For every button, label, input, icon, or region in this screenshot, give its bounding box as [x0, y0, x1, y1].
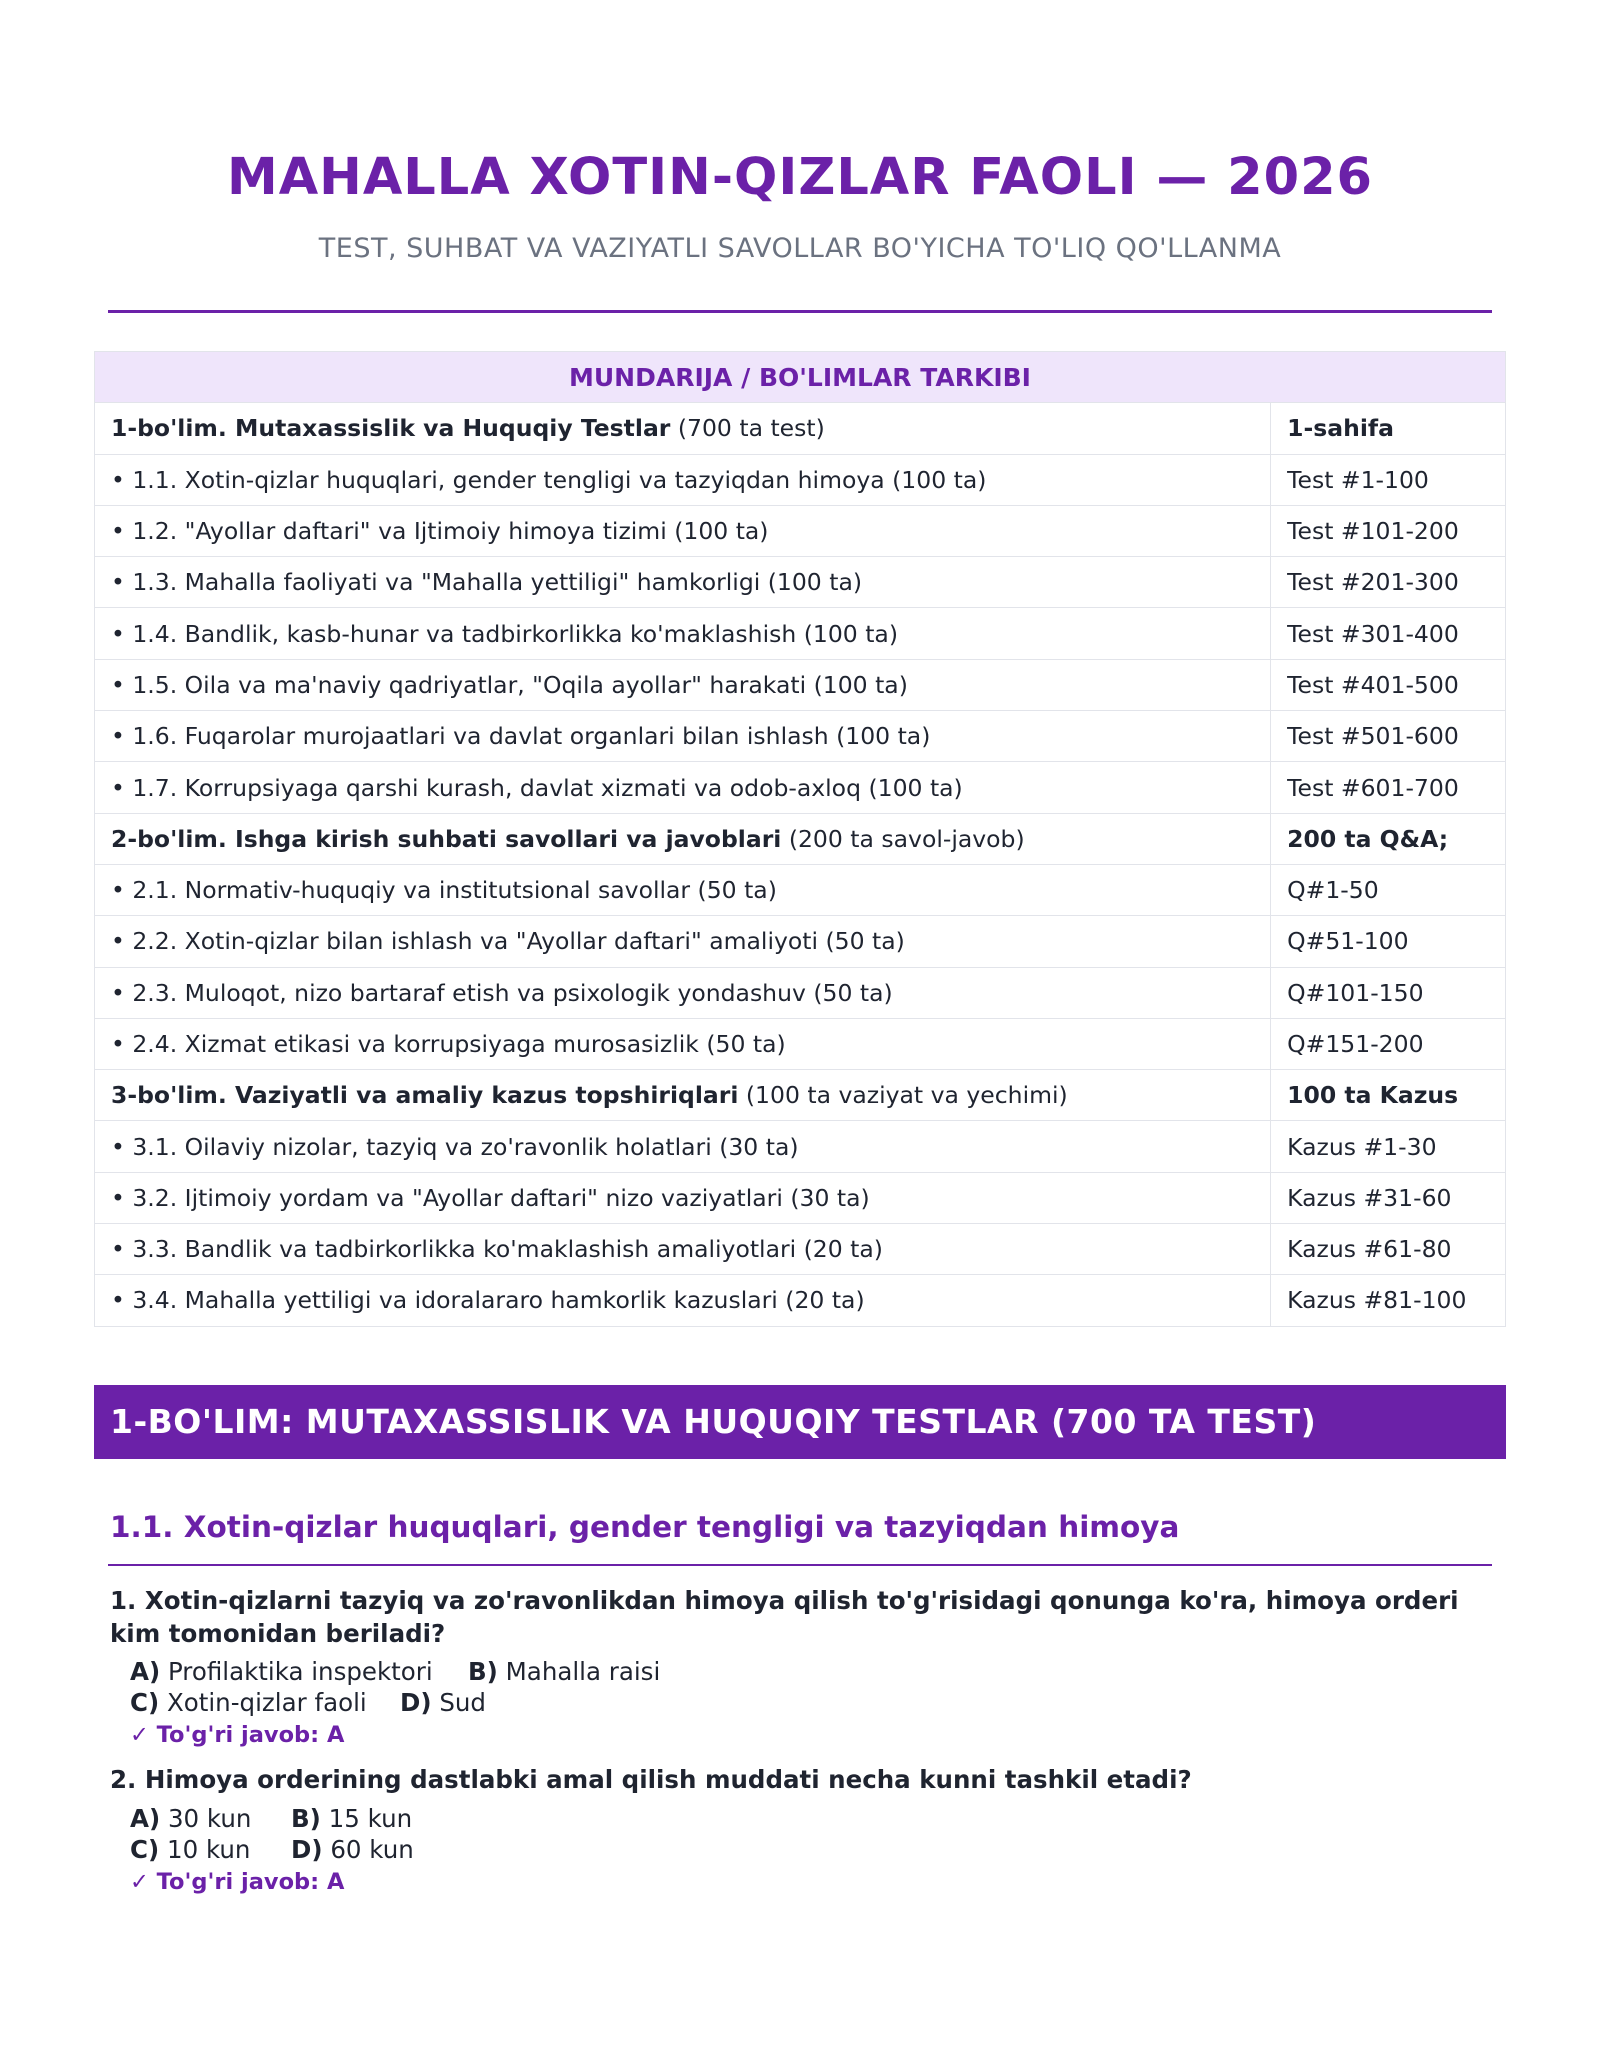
toc-row: [95, 557, 1506, 608]
toc-ref: Kazus #1-30: [1271, 1121, 1506, 1172]
toc-ref: Q#51-100: [1271, 916, 1506, 967]
option-key: A): [130, 1657, 161, 1686]
option-b: [468, 1656, 660, 1687]
toc-row: [95, 608, 1506, 659]
toc-section-label: 1-bo'lim. Mutaxassislik va Huquqiy Testlar: [111, 414, 671, 443]
option-text: Xotin-qizlar faoli: [166, 1688, 367, 1717]
option-c: [130, 1687, 400, 1718]
toc-row: [95, 505, 1506, 556]
subsection-heading: 1.1. Xotin-qizlar huquqlari, gender tengligi va tazyiqdan himoya: [110, 1510, 1180, 1544]
toc-label: • 3.3. Bandlik va tadbirkorlikka ko'maklashish amaliyotlari (20 ta): [95, 1224, 1271, 1275]
toc-row: [95, 711, 1506, 762]
toc-ref: Test #201-300: [1271, 557, 1506, 608]
page-title: MAHALLA XOTIN-QIZLAR FAOLI — 2026: [226, 148, 1374, 207]
question-text: 2. Himoya orderining dastlabki amal qilish muddati necha kunni tashkil etadi?: [110, 1765, 1192, 1794]
option-key: D): [291, 1835, 323, 1864]
toc-ref: Q#1-50: [1271, 864, 1506, 915]
toc-ref: Test #101-200: [1271, 505, 1506, 556]
toc-ref: Kazus #31-60: [1271, 1172, 1506, 1223]
option-text: Profilaktika inspektori: [167, 1657, 433, 1686]
toc-label: • 1.1. Xotin-qizlar huquqlari, gender tengligi va tazyiqdan himoya (100 ta): [95, 454, 1271, 505]
toc-section-suffix: (200 ta savol-javob): [781, 824, 1025, 853]
toc-label: • 2.2. Xotin-qizlar bilan ishlash va "Ayollar daftari" amaliyoti (50 ta): [95, 916, 1271, 967]
toc-section-row: [95, 403, 1506, 454]
option-d: [400, 1687, 486, 1718]
toc-label: • 1.6. Fuqarolar murojaatlari va davlat organlari bilan ishlash (100 ta): [95, 711, 1271, 762]
option-text: Sud: [439, 1688, 486, 1717]
toc-label: • 1.2. "Ayollar daftari" va Ijtimoiy himoya tizimi (100 ta): [95, 505, 1271, 556]
toc-ref: Q#101-150: [1271, 967, 1506, 1018]
correct-answer: ✓ To'g'ri javob: A: [130, 1722, 345, 1748]
toc-section-row: [95, 813, 1506, 864]
toc-row: [95, 454, 1506, 505]
option-text: 15 kun: [328, 1804, 413, 1833]
option-a: [130, 1803, 291, 1834]
toc-section-label: 3-bo'lim. Vaziyatli va amaliy kazus topshiriqlari: [111, 1081, 739, 1110]
toc-heading: MUNDARIJA / BO'LIMLAR TARKIBI: [95, 352, 1506, 403]
toc-row: [95, 659, 1506, 710]
toc-ref: 200 ta Q&A;: [1271, 813, 1506, 864]
toc-row: [95, 916, 1506, 967]
toc-ref: 1-sahifa: [1271, 403, 1506, 454]
correct-answer: ✓ To'g'ri javob: A: [130, 1869, 345, 1895]
option-key: A): [130, 1804, 161, 1833]
toc-row: [95, 1172, 1506, 1223]
option-c: [130, 1834, 291, 1865]
toc-ref: Kazus #81-100: [1271, 1275, 1506, 1326]
question-options: [130, 1803, 414, 1865]
toc-label: • 1.7. Korrupsiyaga qarshi kurash, davlat xizmati va odob-axloq (100 ta): [95, 762, 1271, 813]
option-a: [130, 1656, 468, 1687]
option-key: C): [130, 1688, 160, 1717]
toc-row: [95, 967, 1506, 1018]
toc-label: • 2.4. Xizmat etikasi va korrupsiyaga murosasizlik (50 ta): [95, 1018, 1271, 1069]
toc-row: [95, 1121, 1506, 1172]
option-text: Mahalla raisi: [505, 1657, 661, 1686]
toc-section-row: [95, 1070, 1506, 1121]
toc-label: • 2.1. Normativ-huquqiy va institutsional savollar (50 ta): [95, 864, 1271, 915]
table-of-contents: [94, 351, 1506, 1327]
toc-label: • 3.1. Oilaviy nizolar, tazyiq va zo'ravonlik holatlari (30 ta): [95, 1121, 1271, 1172]
toc-label: • 3.2. Ijtimoiy yordam va "Ayollar daftari" nizo vaziyatlari (30 ta): [95, 1172, 1271, 1223]
toc-section-suffix: (700 ta test): [670, 414, 825, 443]
question-options: [130, 1656, 660, 1718]
toc-ref: Test #301-400: [1271, 608, 1506, 659]
toc-ref: Test #601-700: [1271, 762, 1506, 813]
toc-ref: Test #501-600: [1271, 711, 1506, 762]
toc-ref: Test #1-100: [1271, 454, 1506, 505]
toc-row: [95, 1224, 1506, 1275]
option-text: 60 kun: [330, 1835, 414, 1864]
question-text: 1. Xotin-qizlarni tazyiq va zo'ravonlikdan himoya qilish to'g'risidagi qonunga ko'ra, himoya orderi kim tomonidan beriladi?: [110, 1586, 1459, 1648]
title-divider: [108, 310, 1492, 313]
subsection-divider: [108, 1564, 1492, 1566]
option-key: B): [291, 1804, 321, 1833]
toc-section-suffix: (100 ta vaziyat va yechimi): [738, 1081, 1068, 1110]
toc-row: [95, 1275, 1506, 1326]
toc-label: • 2.3. Muloqot, nizo bartaraf etish va psixologik yondashuv (50 ta): [95, 967, 1271, 1018]
toc-ref: 100 ta Kazus: [1271, 1070, 1506, 1121]
toc-label: • 1.3. Mahalla faoliyati va "Mahalla yettiligi" hamkorligi (100 ta): [95, 557, 1271, 608]
option-key: D): [400, 1688, 432, 1717]
option-key: B): [468, 1657, 498, 1686]
toc-ref: Q#151-200: [1271, 1018, 1506, 1069]
page-subtitle: TEST, SUHBAT VA VAZIYATLI SAVOLLAR BO'YICHA TO'LIQ QO'LLANMA: [318, 233, 1282, 264]
option-b: [291, 1803, 412, 1834]
option-d: [291, 1834, 414, 1865]
toc-row: [95, 864, 1506, 915]
section-banner: 1-BO'LIM: MUTAXASSISLIK VA HUQUQIY TESTLAR (700 TA TEST): [94, 1385, 1506, 1459]
toc-section-label: 2-bo'lim. Ishga kirish suhbati savollari va javoblari: [111, 824, 782, 853]
toc-row: [95, 762, 1506, 813]
toc-label: • 1.5. Oila va ma'naviy qadriyatlar, "Oqila ayollar" harakati (100 ta): [95, 659, 1271, 710]
toc-row: [95, 1018, 1506, 1069]
option-key: C): [130, 1835, 160, 1864]
option-text: 30 kun: [167, 1804, 252, 1833]
option-text: 10 kun: [166, 1835, 251, 1864]
toc-label: • 1.4. Bandlik, kasb-hunar va tadbirkorlikka ko'maklashish (100 ta): [95, 608, 1271, 659]
toc-ref: Test #401-500: [1271, 659, 1506, 710]
toc-ref: Kazus #61-80: [1271, 1224, 1506, 1275]
toc-label: • 3.4. Mahalla yettiligi va idoralararo hamkorlik kazuslari (20 ta): [95, 1275, 1271, 1326]
